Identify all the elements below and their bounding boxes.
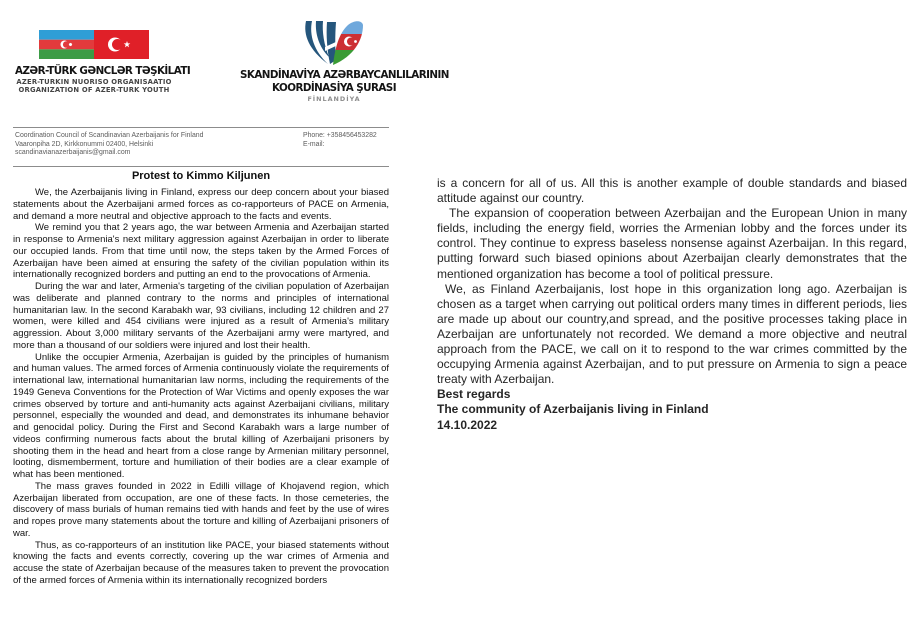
star-icon xyxy=(354,40,357,43)
letter-title: Protest to Kimmo Kiljunen xyxy=(131,170,271,182)
contact-phone: Phone: +358456453282 xyxy=(303,132,377,139)
letter-right-column xyxy=(437,176,907,433)
org-left-subtitle-english: ORGANIZATION OF AZER-TURK YOUTH xyxy=(18,85,170,94)
contact-block-left xyxy=(15,132,203,158)
eight-point-star-icon xyxy=(69,43,73,47)
org-right-title-line1: SKANDİNAVİYA AZƏRBAYCANLILARININ xyxy=(240,68,449,81)
org-left-title: AZƏR-TÜRK GƏNCLƏR TƏŞKİLATI xyxy=(15,64,191,77)
org-right-title-line2: KOORDİNASİYA ŞURASI xyxy=(272,80,396,94)
paragraph: We, the Azerbaijanis living in Finland, express our deep concern about your biased statements about the Azerbaijani armed forces as co-rapporteurs of PACE on Armenia, and demand a more neutral and objective approach to the facts and events. xyxy=(13,187,389,222)
emblem-left-leaf xyxy=(305,21,338,64)
turkey-flag xyxy=(94,30,149,59)
paragraph: The expansion of cooperation between Azerbaijan and the European Union in many fields, including the energy field, worries the Armenian lobby and the forces under its control. They continue to express baseless nonsense against Azerbaijan. In this regard, putting forward such biased opinions about Azerbaijan clearly demonstrates that the mentioned organization has become a tool of political pressure. xyxy=(437,206,907,281)
contact-address: Vaaronpiha 2D, Kirkkonummi 02400, Helsinki xyxy=(15,140,154,148)
contact-email-address: scandinavianazerbaijanis@gmail.com xyxy=(15,149,131,157)
closing-date: 14.10.2022 xyxy=(437,417,498,432)
azerbaijan-turkey-flag-logo xyxy=(39,30,149,59)
org-left-subtitle-finnish: AZER-TURKIN NUORISO ORGANISAATIO xyxy=(16,77,172,86)
contact-block-right xyxy=(303,132,377,149)
org-right-subtitle: FİNLANDİYA xyxy=(307,95,361,103)
org-left-block xyxy=(10,30,191,94)
paragraph: is a concern for all of us. All this is another example of double standards and biased attitude against our country. xyxy=(437,176,907,206)
contact-org-name: Coordination Council of Scandinavian Azerbaijanis for Finland xyxy=(15,132,204,139)
divider-line-bottom xyxy=(13,166,389,167)
paragraph: During the war and later, Armenia's targeting of the civilian population of Azerbaijan was deliberate and planned contrary to the norms and principles of international humanitarian law. In the second Karabakh war, 93 civilians, including 12 children and 27 women, were killed and 454 civilians were injured as a result of Armenia's military aggression. About 3,000 military servants of the Azerbaijani army were martyred, and more than a thousand of our soldiers were injured and lost their health. xyxy=(13,281,389,351)
paragraph: We remind you that 2 years ago, the war between Armenia and Azerbaijan started in response to Armenia's next military aggression against Azerbaijan in order to liberate our occupied lands. From that time until now, the steps taken by the Armed Forces of Azerbaijan have been aimed at ensuring the safety of the civilian population within its internationally recognized borders and putting an end to the provocations of Armenia. xyxy=(13,222,389,281)
letter-left-column xyxy=(13,187,389,587)
coordination-council-emblem-logo xyxy=(302,20,366,66)
paragraph: Thus, as co-rapporteurs of an institution like PACE, your biased statements without knowing the facts and events correctly, covering up the war crimes of Armenia and accuse the state of Azerbaijan because of the measures taken to prevent the provocation of the armed forces of Armenia within its internationally recognized borders xyxy=(13,539,389,586)
paragraph: The mass graves founded in 2022 in Edilli village of Khojavend region, which Azerbaijan liberated from occupation, are one of these facts. In those cemeteries, the discovery of mass burials of human remains tied with hands and feet by the use of wires and ropes prove many statements about the torture and killing of Azerbaijani prisoners of war. xyxy=(13,480,389,539)
org-right-block xyxy=(234,20,449,103)
paragraph: We, as Finland Azerbaijanis, lost hope in this organization long ago. Azerbaijan is chosen as a target when carrying out political orders many times in different periods, lies are made up about our country,and spread, and the positive processes taking place in Azerbaijan are unfortunately not recorded. We demand a more objective and neutral approach from the PACE, we call on it to respond to the war crimes committed by the occupying Armenia against Azerbaijan, and to put pressure on Armenia to sign a peace treaty with Azerbaijan. xyxy=(437,281,907,387)
azerbaijan-flag xyxy=(39,30,94,59)
paragraph: Unlike the occupier Armenia, Azerbaijan is guided by the principles of humanism and human values. The armed forces of Armenia continuously violate the requirements of international law, international humanitarian law norms, including the requirements of the 1949 Geneva Conventions for the Protection of War Victims and openly exposes the war crimes observed by torture and anti-humanity acts against Azerbaijani civilians, military personnel, especially the wounded and dead, and demonstrates its inhumane behavior and genocidal policy. During the First and Second Karabakh wars a large number of videos confirming numerous facts about the brutal killing of Azerbaijani prisoners by shooting them in the head and heart from a close range by Armenian military personnel, looting, dismemberment, torture and humiliation of their bodies are a clear example of what has been mentioned. xyxy=(13,351,389,480)
closing-regards: Best regards xyxy=(437,387,511,402)
closing-signature: The community of Azerbaijanis living in Finland xyxy=(437,402,709,417)
divider-line-top xyxy=(13,127,389,128)
contact-email-label: E-mail: xyxy=(303,140,325,148)
